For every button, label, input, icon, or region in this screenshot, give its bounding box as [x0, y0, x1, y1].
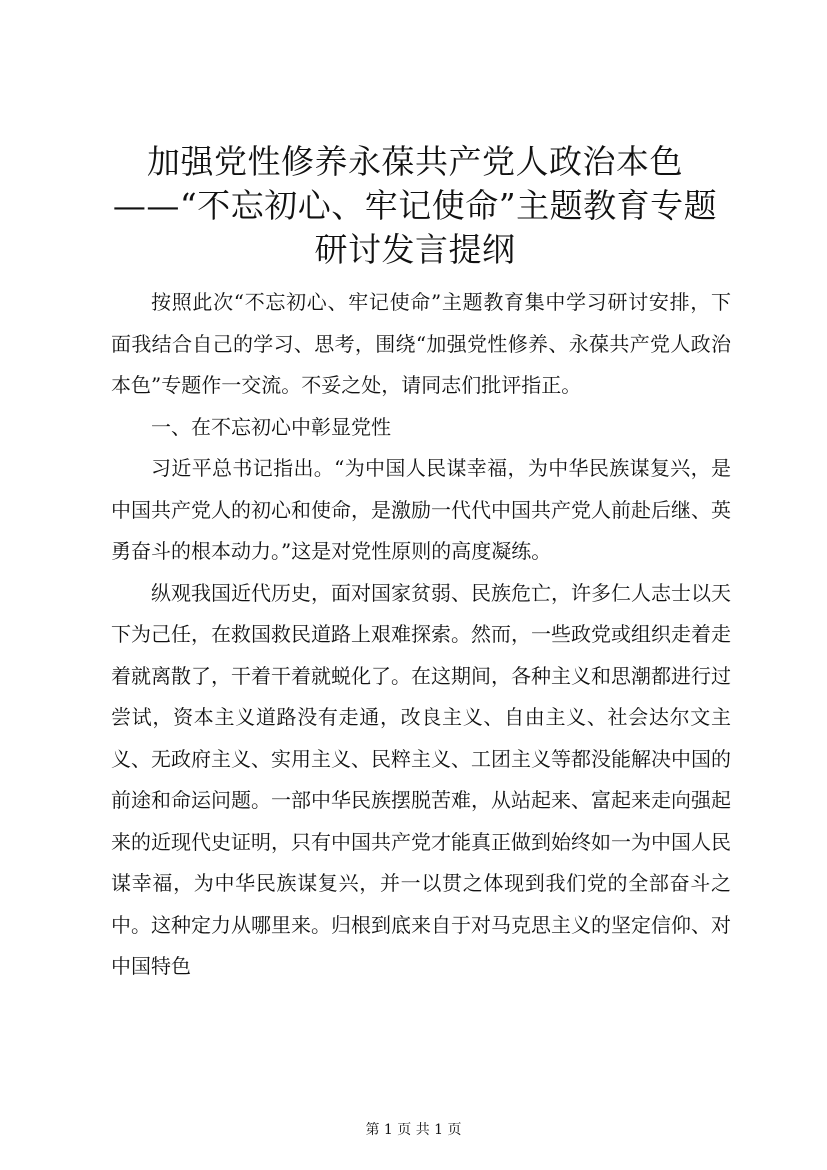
intro-paragraph: 按照此次“不忘初心、牢记使命”主题教育集中学习研讨安排，下面我结合自己的学习、思考，围绕“加强党性修养、永葆共产党人政治本色”专题作一交流。不妥之处，请同志们批评指正。 [111, 290, 731, 397]
page-footer: 第 1 页 共 1 页 [365, 1122, 462, 1138]
body-paragraph: 习近平总书记指出。“为中国人民谋幸福，为中华民族谋复兴，是中国共产党人的初心和使命，是激励一代代中国共产党人前赴后继、英勇奋斗的根本动力。”这是对党性原则的高度凝练。 [111, 456, 731, 563]
section-heading-1: 一、在不忘初心中彰显党性 [151, 414, 391, 439]
document-title: 加强党性修养永葆共产党人政治本色——“不忘初心、牢记使命”主题教育专题研讨发言提纲 [112, 142, 718, 269]
document-body [111, 282, 731, 988]
body-paragraph: 纵观我国近代历史，面对国家贫弱、民族危亡，许多仁人志士以天下为己任，在救国救民道路上艰难探索。然而，一些政党或组织走着走着就离散了，干着干着就蜕化了。在这期间，各种主义和思潮都进行过尝试，资本主义道路没有走通，改良主义、自由主义、社会达尔文主义、无政府主义、实用主义、民粹主义、工团主义等都没能解决中国的前途和命运问题。一部中华民族摆脱苦难，从站起来、富起来走向强起来的近现代史证明，只有中国共产党才能真正做到始终如一为中国人民谋幸福，为中华民族谋复兴，并一以贯之体现到我们党的全部奋斗之中。这种定力从哪里来。归根到底来自于对马克思主义的坚定信仰、对中国特色 [111, 580, 731, 978]
